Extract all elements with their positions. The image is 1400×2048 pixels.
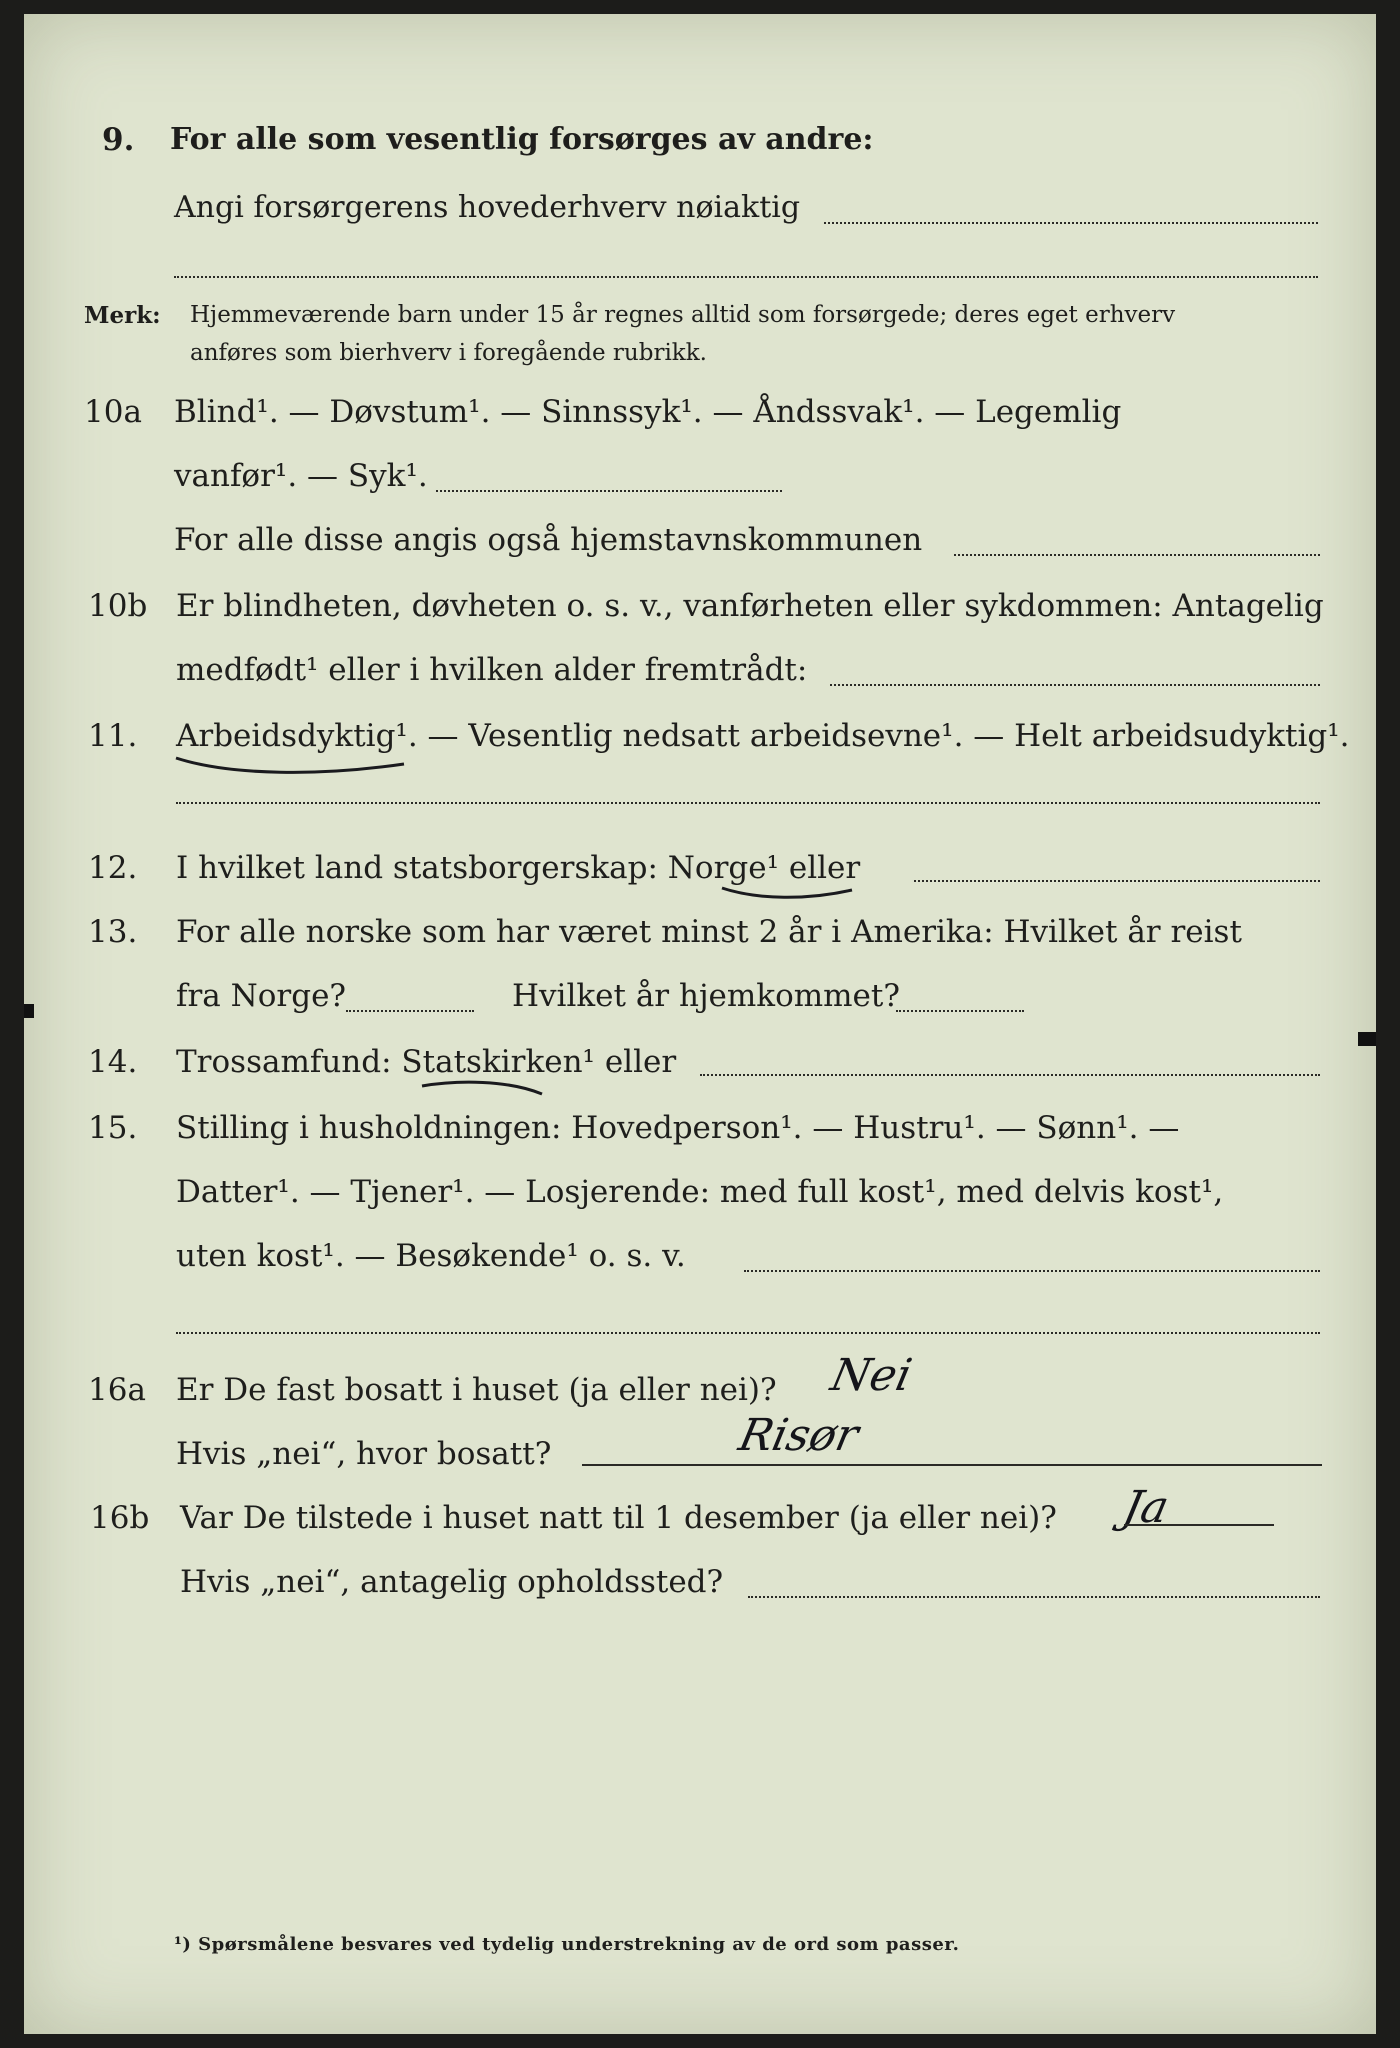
edge-mark-right	[1358, 1032, 1376, 1046]
q14-number: 14.	[88, 1044, 138, 1080]
q10b-answer-line[interactable]	[830, 684, 1320, 686]
q16a-handwritten-answer-2: Risør	[734, 1410, 863, 1461]
merk-line-2: anføres som bierhverv i foregående rubrikk.	[190, 340, 707, 366]
q16a-line-1: Er De fast bosatt i huset (ja eller nei)?	[176, 1372, 777, 1408]
footnote: ¹) Spørsmålene besvares ved tydelig understrekning av de ord som passer.	[174, 1934, 960, 1955]
merk-line-1: Hjemmeværende barn under 15 år regnes alltid som forsørgede; deres eget erhverv	[190, 302, 1176, 328]
q12-number: 12.	[88, 850, 138, 886]
q15-line-1: Stilling i husholdningen: Hovedperson¹. — Hustru¹. — Sønn¹. —	[176, 1110, 1180, 1146]
q12-line-1: I hvilket land statsborgerskap: Norge¹ eller	[176, 850, 861, 886]
q16a-handwritten-answer-1: Nei	[826, 1350, 917, 1401]
q10a-line-1: Blind¹. — Døvstum¹. — Sinnssyk¹. — Åndssvak¹. — Legemlig	[174, 394, 1122, 430]
q9-line: Angi forsørgerens hovederhverv nøiaktig	[174, 190, 801, 225]
q16b-line-1: Var De tilstede i huset natt til 1 desember (ja eller nei)?	[180, 1500, 1057, 1536]
q15-answer-line-2[interactable]	[176, 1332, 1320, 1334]
census-form-page	[24, 14, 1376, 2034]
q16a-line-2: Hvis „nei“, hvor bosatt?	[176, 1436, 552, 1472]
q14-answer-line[interactable]	[700, 1074, 1320, 1076]
q16a-number: 16a	[88, 1372, 146, 1408]
q9-number: 9.	[102, 122, 135, 158]
q10a-kommune-line[interactable]	[954, 554, 1320, 556]
q10a-line-2: vanfør¹. — Syk¹.	[174, 458, 428, 494]
q15-line-2: Datter¹. — Tjener¹. — Losjerende: med full kost¹, med delvis kost¹,	[176, 1174, 1224, 1210]
q12-answer-line[interactable]	[914, 880, 1320, 882]
q9-answer-line-2[interactable]	[174, 276, 1318, 278]
q9-answer-line[interactable]	[824, 222, 1318, 224]
q10a-number: 10a	[84, 394, 142, 430]
q9-heading: For alle som vesentlig forsørges av andre:	[170, 122, 874, 157]
arbeidsdyktig-underline	[172, 750, 412, 780]
q13-reist-line[interactable]	[346, 1010, 474, 1012]
q16b-opholdssted-line[interactable]	[748, 1596, 1320, 1598]
q15-number: 15.	[88, 1110, 138, 1146]
edge-mark-left	[24, 1004, 34, 1018]
q13-line-1: For alle norske som har været minst 2 år i Amerika: Hvilket år reist	[176, 914, 1242, 950]
q10b-line-2: medfødt¹ eller i hvilken alder fremtrådt:	[176, 652, 808, 688]
q16b-number: 16b	[90, 1500, 150, 1536]
q16b-line-2: Hvis „nei“, antagelig opholdssted?	[180, 1564, 724, 1600]
q14-line-1: Trossamfund: Statskirken¹ eller	[176, 1044, 677, 1080]
q16b-answer-line[interactable]	[1124, 1524, 1274, 1526]
q11-line-1: Arbeidsdyktig¹. — Vesentlig nedsatt arbeidsevne¹. — Helt arbeidsudyktig¹.	[176, 718, 1350, 754]
q16a-bosatt-line[interactable]	[582, 1464, 1322, 1466]
q16b-handwritten-answer-1: Ja	[1118, 1482, 1174, 1533]
merk-label: Merk:	[84, 302, 161, 329]
q15-line-3: uten kost¹. — Besøkende¹ o. s. v.	[176, 1238, 686, 1274]
q15-answer-line[interactable]	[744, 1270, 1320, 1272]
q10a-syk-line[interactable]	[436, 490, 782, 492]
q10a-line-3: For alle disse angis også hjemstavnskommunen	[174, 522, 923, 558]
q13-hjemkommet-line[interactable]	[896, 1010, 1024, 1012]
norge-underline	[718, 882, 858, 904]
q13-line-2b: Hvilket år hjemkommet?	[512, 978, 900, 1014]
q13-number: 13.	[88, 914, 138, 950]
q11-number: 11.	[88, 718, 138, 754]
q11-answer-line[interactable]	[176, 802, 1320, 804]
q13-line-2a: fra Norge?	[176, 978, 347, 1014]
statskirken-underline	[418, 1076, 548, 1100]
q10b-number: 10b	[88, 588, 148, 624]
q10b-line-1: Er blindheten, døvheten o. s. v., vanførheten eller sykdommen: Antagelig	[176, 588, 1324, 624]
